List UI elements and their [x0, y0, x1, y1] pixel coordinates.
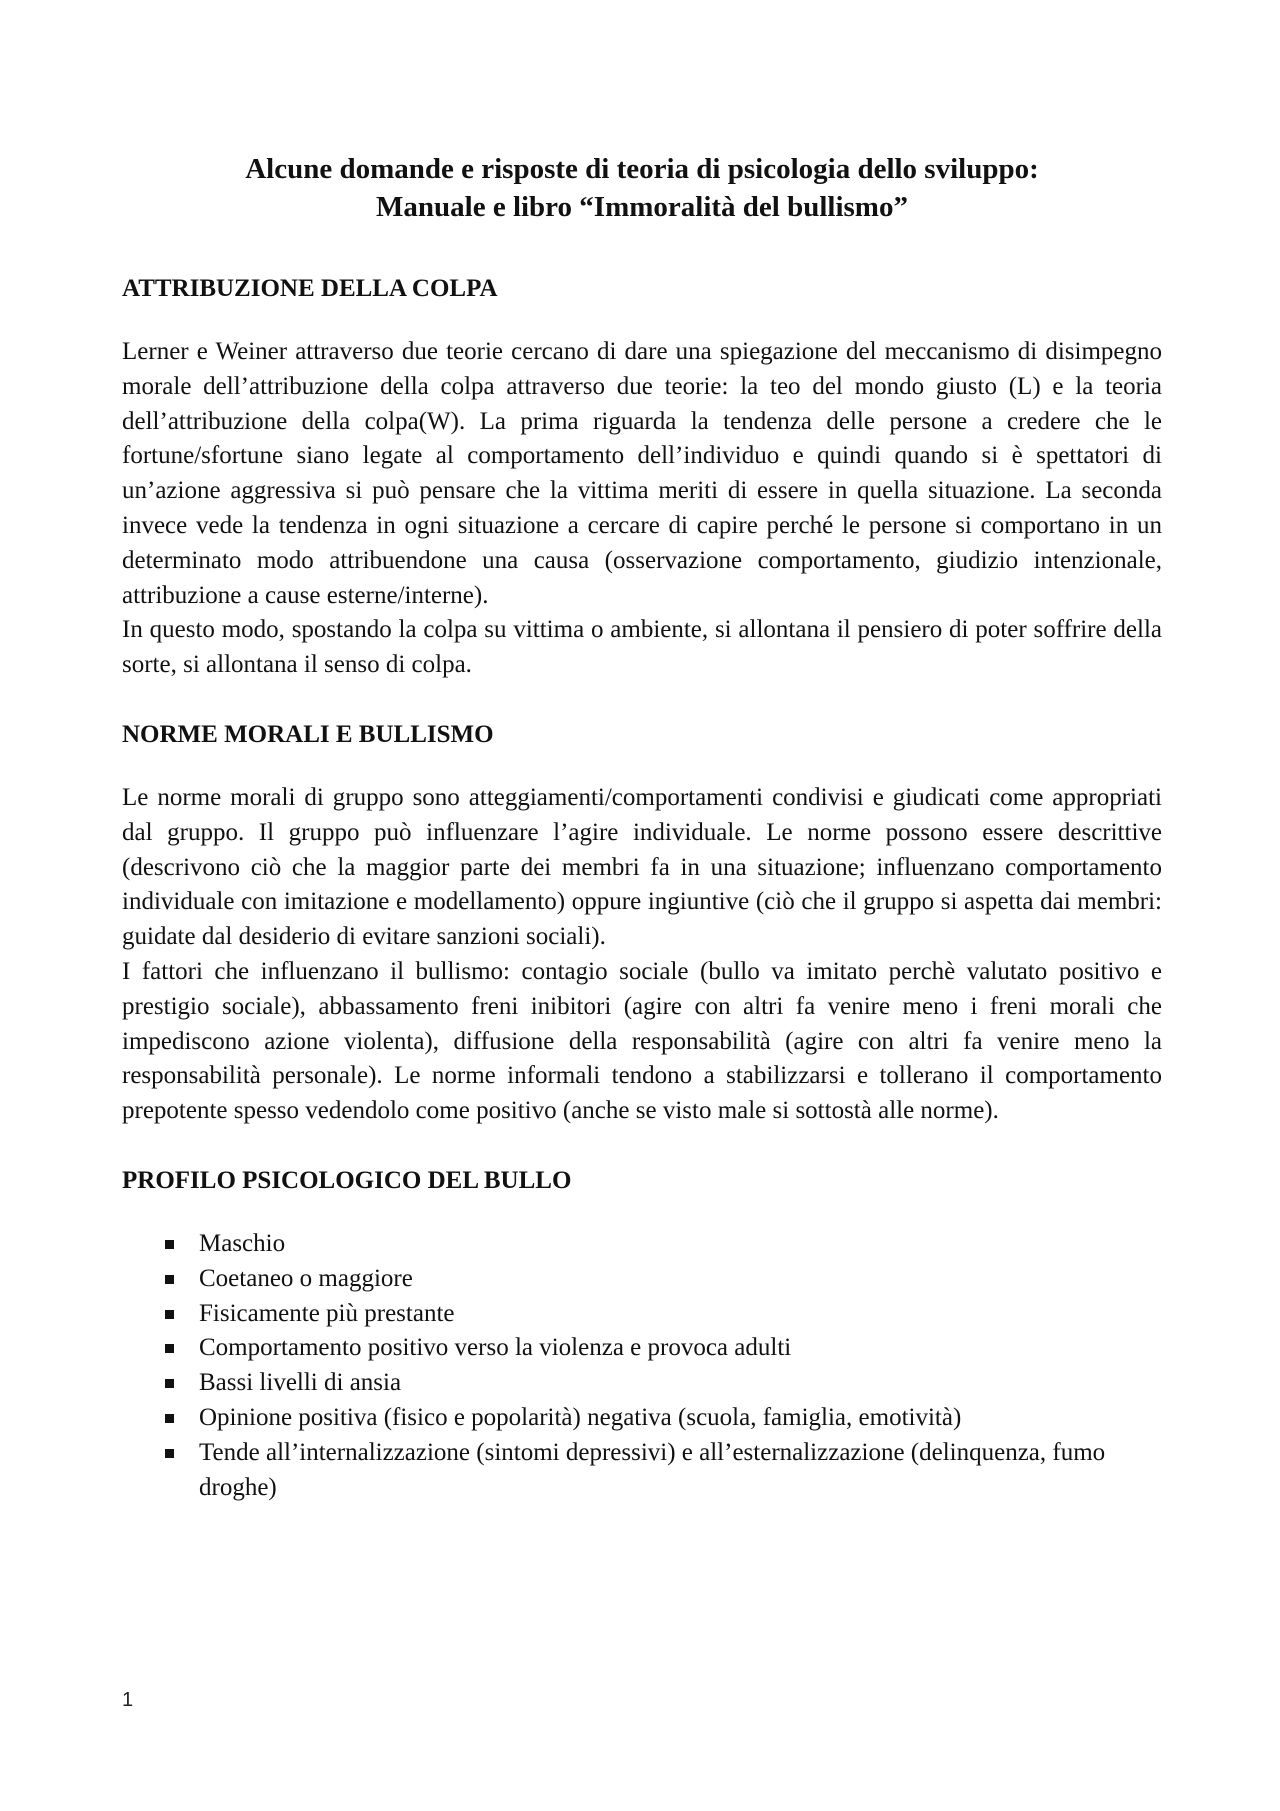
list-item — [165, 1297, 1162, 1332]
paragraph: Lerner e Weiner attraverso due teorie cercano di dare una spiegazione del meccanismo di disimpegno morale dell’attribuzione della colpa attraverso due teorie: la teo del mondo giusto (L) e la teoria dell’attribuzione della colpa(W). La prima riguarda la tendenza delle persone a credere che le fortune/sfortune siano legate al comportamento dell’individuo e quindi quando si è spettatori di un’azione aggressiva si può pensare che la vittima meriti di essere in quella situazione. La seconda invece vede la tendenza in ogni situazione a cercare di capire perché le persone si comportano in un determinato modo attribuendone una causa (osservazione comportamento, giudizio intenzionale, attribuzione a cause esterne/interne). — [122, 338, 1162, 609]
section-heading: NORME MORALI E BULLISMO — [122, 720, 494, 748]
bullet-list — [122, 1227, 1162, 1505]
document-title — [122, 150, 1162, 226]
list-item-text: Comportamento positivo verso la violenza e provoca adulti — [199, 1334, 792, 1362]
section-profilo-bullo — [122, 1164, 1162, 1505]
section-heading: PROFILO PSICOLOGICO DEL BULLO — [122, 1166, 572, 1194]
title-line-1: Alcune domande e risposte di teoria di psicologia dello sviluppo: — [245, 153, 1039, 185]
paragraph: Le norme morali di gruppo sono atteggiamenti/comportamenti condivisi e giudicati come appropriati dal gruppo. Il gruppo può influenzare l’agire individuale. Le norme possono essere descrittive (descrivono ciò che la maggior parte dei membri fa in una situazione; influenzano comportamento individuale con imitazione e modellamento) oppure ingiuntive (ciò che il gruppo si aspetta dai membri: guidate dal desiderio di evitare sanzioni sociali). — [122, 783, 1162, 951]
list-item — [165, 1436, 1162, 1506]
square-bullet-icon — [165, 1240, 174, 1249]
section-heading: ATTRIBUZIONE DELLA COLPA — [122, 275, 498, 302]
title-line-2: Manuale e libro “Immoralità del bullismo” — [376, 191, 908, 223]
list-item-text: Coetaneo o maggiore — [199, 1264, 413, 1292]
page-number: 1 — [122, 1689, 134, 1711]
list-item-text: Fisicamente più prestante — [199, 1299, 455, 1327]
square-bullet-icon — [165, 1449, 174, 1458]
section-attribuzione-colpa — [122, 272, 1162, 683]
square-bullet-icon — [165, 1275, 174, 1284]
list-item — [165, 1227, 1162, 1262]
paragraph: In questo modo, spostando la colpa su vittima o ambiente, si allontana il pensiero di poter soffrire della sorte, si allontana il senso di colpa. — [122, 616, 1162, 679]
square-bullet-icon — [165, 1310, 174, 1319]
list-item — [165, 1331, 1162, 1366]
document-page — [122, 150, 1162, 1505]
list-item-text: Maschio — [199, 1229, 286, 1257]
square-bullet-icon — [165, 1379, 174, 1388]
list-item-text: Opinione positiva (fisico e popolarità) negativa (scuola, famiglia, emotività) — [199, 1403, 962, 1431]
square-bullet-icon — [165, 1414, 174, 1423]
paragraph: I fattori che influenzano il bullismo: contagio sociale (bullo va imitato perchè valutato positivo e prestigio sociale), abbassamento freni inibitori (agire con altri fa venire meno i freni morali che impediscono azione violenta), diffusione della responsabilità (agire con altri fa venire meno la responsabilità personale). Le norme informali tendono a stabilizzarsi e tollerano il comportamento prepotente spesso vedendolo come positivo (anche se visto male si sottostà alle norme). — [122, 957, 1162, 1125]
list-item-text: Tende all’internalizzazione (sintomi depressivi) e all’esternalizzazione (delinquenza, fumo droghe) — [199, 1438, 1106, 1501]
list-item — [165, 1401, 1162, 1436]
square-bullet-icon — [165, 1344, 174, 1353]
list-item — [165, 1262, 1162, 1297]
list-item-text: Bassi livelli di ansia — [199, 1369, 402, 1397]
section-norme-morali — [122, 718, 1162, 1129]
list-item — [165, 1366, 1162, 1401]
